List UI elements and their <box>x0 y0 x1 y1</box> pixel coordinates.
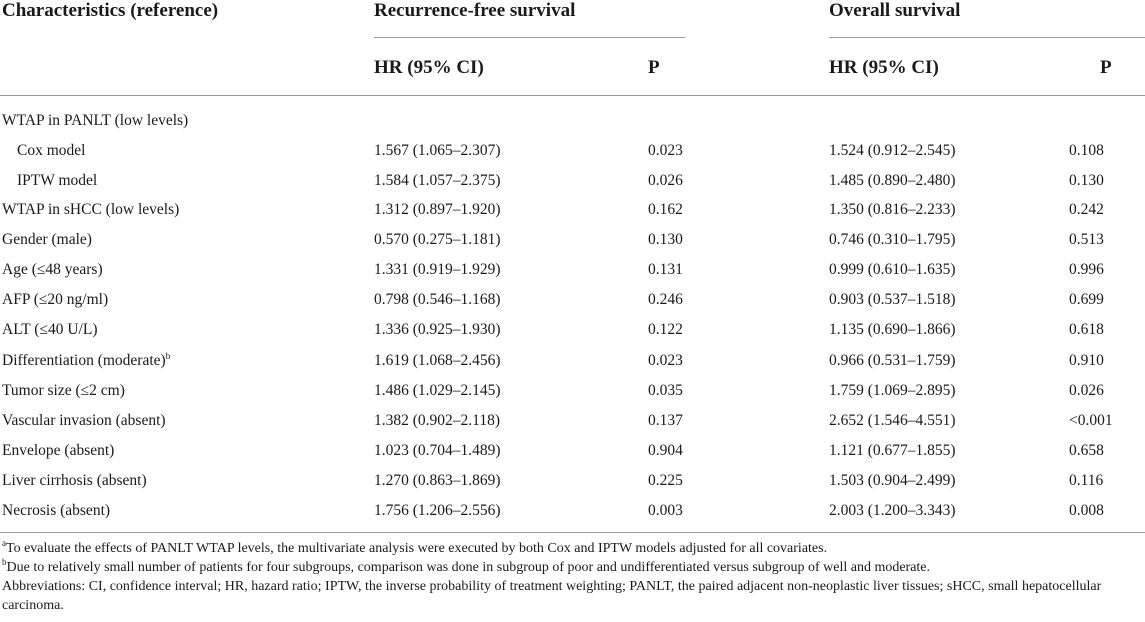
rfs-p-cell: 0.003 <box>648 502 683 519</box>
table-row <box>0 376 1145 406</box>
rfs-p-cell: 0.162 <box>648 201 683 218</box>
header-os-p: P <box>1100 57 1112 78</box>
rfs-p-cell: 0.023 <box>648 142 683 159</box>
os-p-cell: 0.008 <box>1069 502 1104 519</box>
os-p-cell: 0.116 <box>1069 472 1104 489</box>
row-label: WTAP in PANLT (low levels) <box>2 112 189 129</box>
table-row <box>0 225 1145 255</box>
os-p-cell: <0.001 <box>1069 412 1113 429</box>
table-row <box>0 496 1145 526</box>
table-row <box>0 255 1145 285</box>
header-rfs-hr: HR (95% CI) <box>374 57 484 78</box>
rfs-hr-cell: 1.331 (0.919–1.929) <box>374 261 501 278</box>
rfs-hr-cell: 1.619 (1.068–2.456) <box>374 352 501 369</box>
table-row <box>0 195 1145 225</box>
os-hr-cell: 1.135 (0.690–1.866) <box>829 321 956 338</box>
footnote-a: $^a$To evaluate the effects of PANLT WTAP levels, the multivariate analysis were executed by both Cox and IPTW models adjusted for all covariates. <box>2 538 828 556</box>
row-label: IPTW model <box>17 172 98 189</box>
os-p-cell: 0.108 <box>1069 142 1104 159</box>
os-hr-cell: 2.652 (1.546–4.551) <box>829 412 956 429</box>
rfs-p-cell: 0.035 <box>648 382 683 399</box>
os-hr-cell: 0.999 (0.610–1.635) <box>829 261 956 278</box>
rfs-p-cell: 0.130 <box>648 231 683 248</box>
footnotes <box>2 539 1142 615</box>
rfs-p-cell: 0.023 <box>648 352 683 369</box>
row-label: AFP (≤20 ng/ml) <box>2 291 109 308</box>
os-hr-cell: 1.503 (0.904–2.499) <box>829 472 956 489</box>
header-os-hr: HR (95% CI) <box>829 57 939 78</box>
os-p-cell: 0.513 <box>1069 231 1104 248</box>
os-hr-cell: 2.003 (1.200–3.343) <box>829 502 956 519</box>
os-group-rule <box>829 37 1145 38</box>
table-row <box>0 106 1145 136</box>
table-row <box>0 436 1145 466</box>
header-characteristics: Characteristics (reference) <box>2 0 219 21</box>
rfs-p-cell: 0.131 <box>648 261 683 278</box>
row-label: ALT (≤40 U/L) <box>2 321 98 338</box>
table-row <box>0 315 1145 345</box>
rfs-hr-cell: 1.584 (1.057–2.375) <box>374 172 501 189</box>
rfs-hr-cell: 1.382 (0.902–2.118) <box>374 412 500 429</box>
os-hr-cell: 1.524 (0.912–2.545) <box>829 142 956 159</box>
os-hr-cell: 0.746 (0.310–1.795) <box>829 231 956 248</box>
os-p-cell: 0.026 <box>1069 382 1104 399</box>
os-p-cell: 0.242 <box>1069 201 1104 218</box>
row-label: Necrosis (absent) <box>2 502 111 519</box>
os-p-cell: 0.618 <box>1069 321 1104 338</box>
row-label: Liver cirrhosis (absent) <box>2 472 147 489</box>
footnote-a-mark: a <box>2 538 6 548</box>
row-label: WTAP in sHCC (low levels) <box>2 201 180 218</box>
rfs-group-rule <box>374 37 685 38</box>
row-label: Gender (male) <box>2 231 92 248</box>
row-label: Differentiation (moderate)$^b$ <box>2 351 171 369</box>
os-p-cell: 0.658 <box>1069 442 1104 459</box>
os-hr-cell: 0.966 (0.531–1.759) <box>829 352 956 369</box>
table-row <box>0 136 1145 166</box>
os-p-cell: 0.910 <box>1069 352 1104 369</box>
row-label: Envelope (absent) <box>2 442 115 459</box>
bottom-rule <box>0 532 1145 533</box>
os-hr-cell: 1.121 (0.677–1.855) <box>829 442 956 459</box>
header-rule <box>0 95 1145 96</box>
os-p-cell: 0.996 <box>1069 261 1104 278</box>
table-row <box>0 166 1145 196</box>
rfs-hr-cell: 1.486 (1.029–2.145) <box>374 382 501 399</box>
table-row <box>0 466 1145 496</box>
row-label: Vascular invasion (absent) <box>2 412 166 429</box>
footnote-ref-mark: b <box>165 351 171 361</box>
os-hr-cell: 0.903 (0.537–1.518) <box>829 291 956 308</box>
rfs-hr-cell: 1.270 (0.863–1.869) <box>374 472 501 489</box>
header-rfs-p: P <box>648 57 660 78</box>
rfs-p-cell: 0.225 <box>648 472 683 489</box>
rfs-hr-cell: 1.023 (0.704–1.489) <box>374 442 501 459</box>
rfs-p-cell: 0.137 <box>648 412 683 429</box>
rfs-p-cell: 0.122 <box>648 321 683 338</box>
row-label: Age (≤48 years) <box>2 261 103 278</box>
rfs-p-cell: 0.246 <box>648 291 683 308</box>
table-row <box>0 285 1145 315</box>
header-os-group: Overall survival <box>829 0 961 21</box>
os-p-cell: 0.699 <box>1069 291 1104 308</box>
os-p-cell: 0.130 <box>1069 172 1104 189</box>
os-hr-cell: 1.485 (0.890–2.480) <box>829 172 956 189</box>
table-row <box>0 406 1145 436</box>
rfs-hr-cell: 1.336 (0.925–1.930) <box>374 321 501 338</box>
rfs-hr-cell: 0.798 (0.546–1.168) <box>374 291 501 308</box>
rfs-hr-cell: 0.570 (0.275–1.181) <box>374 231 501 248</box>
rfs-hr-cell: 1.312 (0.897–1.920) <box>374 201 501 218</box>
row-label: Tumor size (≤2 cm) <box>2 382 125 399</box>
rfs-p-cell: 0.904 <box>648 442 683 459</box>
rfs-hr-cell: 1.567 (1.065–2.307) <box>374 142 501 159</box>
table-row <box>0 346 1145 376</box>
row-label: Cox model <box>17 142 86 159</box>
footnote-abbreviations: Abbreviations: CI, confidence interval; HR, hazard ratio; IPTW, the inverse probability of treatment weighting; PANLT, the paired adjacent non-neoplastic liver tissues; sHCC, small hepatocellular carcinoma. <box>2 579 1102 613</box>
rfs-p-cell: 0.026 <box>648 172 683 189</box>
footnote-b-mark: b <box>2 557 7 567</box>
os-hr-cell: 1.350 (0.816–2.233) <box>829 201 956 218</box>
rfs-hr-cell: 1.756 (1.206–2.556) <box>374 502 501 519</box>
header-rfs-group: Recurrence-free survival <box>374 0 576 21</box>
footnote-b: $^b$Due to relatively small number of patients for four subgroups, comparison was done in subgroup of poor and undifferentiated versus subgroup of well and moderate. <box>2 557 931 575</box>
os-hr-cell: 1.759 (1.069–2.895) <box>829 382 956 399</box>
